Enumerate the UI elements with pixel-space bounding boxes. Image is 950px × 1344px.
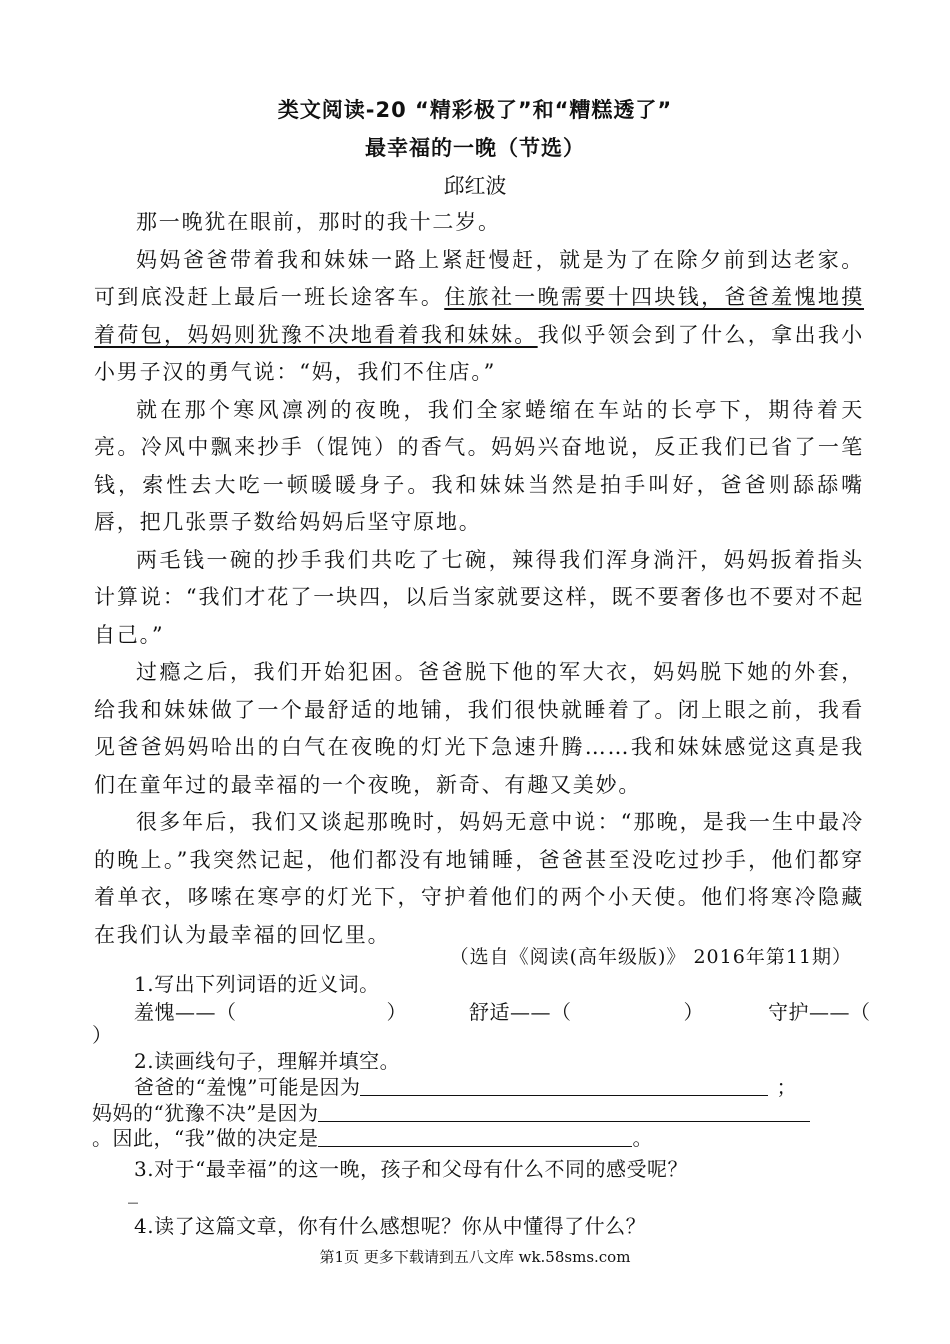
paragraph-1: 那一晚犹在眼前，那时的我十二岁。: [136, 210, 501, 234]
synonym-close-2: ）: [683, 1000, 704, 1024]
question-3: 3.对于“最幸福”的这一晚，孩子和父母有什么不同的感受呢？: [134, 1157, 689, 1181]
question-2-line-1: [134, 1071, 797, 1100]
paragraph-2: [94, 242, 864, 392]
page-footer: 第1页 更多下载请到五八文库 wk.58sms.com: [319, 1248, 631, 1266]
answer-blank-2[interactable]: [318, 1101, 810, 1122]
article-title: 最幸福的一晚（节选）: [365, 136, 585, 160]
page-title: 类文阅读-20 “精彩极了”和“糟糕透了”: [277, 98, 673, 122]
article-body: [94, 204, 864, 954]
synonym-word-2: 舒适——（: [469, 1000, 572, 1024]
synonym-close-1: ）: [386, 1000, 407, 1024]
period: 。: [632, 1126, 653, 1150]
paragraph-3: 就在那个寒风凛冽的夜晚，我们全家蜷缩在车站的长亭下，期待着天亮。冷风中飘来抄手（馄饨）的香气。妈妈兴奋地说，反正我们已省了一笔钱，索性去大吃一顿暖暖身子。我和妹妹当然是拍手叫好，爸爸则舔舔嘴唇，把几张票子数给妈妈后坚守原地。: [94, 397, 864, 534]
semicolon: ；: [776, 1075, 797, 1099]
synonym-word-1: 羞愧——（: [134, 1000, 237, 1024]
question-4: 4.读了这篇文章，你有什么感想呢？你从中懂得了什么？: [134, 1214, 647, 1238]
answer-blank-3[interactable]: [318, 1126, 632, 1147]
paragraph-2-text-a: 妈妈爸爸带着我和妹妹一路上紧赶慢赶，就是为了在除夕前到达老家。可到底没赶上最后一班长途客车。: [94, 247, 864, 309]
answer-blank-q3[interactable]: _: [128, 1180, 139, 1204]
underlined-sentence: 住旅社一晚需要十四块钱，爸爸羞愧地摸着荷包，妈妈则犹豫不决地看着我和妹妹。: [94, 285, 864, 347]
question-2-prompt-3: 。因此，“我”做的决定是: [92, 1126, 319, 1150]
paragraph-6: 很多年后，我们又谈起那晚时，妈妈无意中说：“那晚，是我一生中最冷的晚上。”我突然记起，他们都没有地铺睡，爸爸甚至没吃过抄手，他们都穿着单衣，哆嗦在寒亭的灯光下，守护着他们的两个小天使。他们将寒冷隐藏在我们认为最幸福的回忆里。: [94, 810, 864, 947]
synonym-word-3: 守护——（: [768, 1000, 871, 1024]
paragraph-5: 过瘾之后，我们开始犯困。爸爸脱下他的军大衣，妈妈脱下她的外套，给我和妹妹做了一个最舒适的地铺，我们很快就睡着了。闭上眼之前，我看见爸爸妈妈哈出的白气在夜晚的灯光下急速升腾……我和妹妹感觉这真是我们在童年过的最幸福的一个夜晚，新奇、有趣又美妙。: [94, 660, 864, 797]
paragraph-4: 两毛钱一碗的抄手我们共吃了七碗，辣得我们浑身淌汗，妈妈扳着指头计算说：“我们才花了一块四，以后当家就要这样，既不要奢侈也不要对不起自己。”: [94, 547, 864, 647]
question-2-prompt-1: 爸爸的“羞愧”可能是因为: [134, 1075, 361, 1099]
source-citation: （选自《阅读(高年级版)》 2016年第11期）: [449, 946, 852, 968]
question-2-prompt-2: 妈妈的“犹豫不决”是因为: [92, 1101, 319, 1125]
question-1-synonyms: [134, 996, 871, 1025]
question-1: 1.写出下列词语的近义词。: [134, 972, 380, 996]
question-2: 2.读画线句子，理解并填空。: [134, 1049, 401, 1073]
paragraph-2-text-b: 我似乎领会到了什么，拿出我小小男子汉的勇气说：“妈，我们不住店。”: [94, 322, 865, 384]
answer-blank-1[interactable]: [360, 1075, 768, 1096]
question-2-line-3: [92, 1122, 653, 1151]
author: 邱红波: [443, 174, 507, 198]
synonym-close-3: ）: [92, 1023, 113, 1047]
